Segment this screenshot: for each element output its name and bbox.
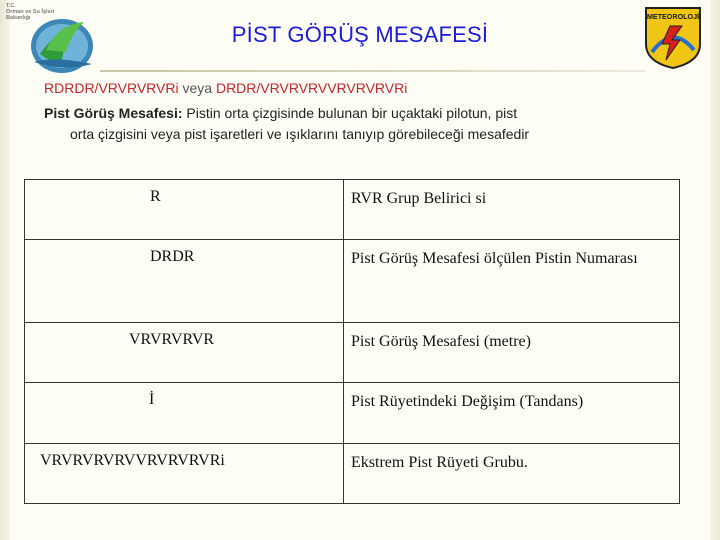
table-row: [25, 444, 680, 504]
format-code-b: DRDR/VRVRVRVVRVRVRVRi: [215, 80, 408, 96]
description-cell: Ekstrem Pist Rüyeti Grubu.: [344, 444, 680, 504]
code-table: [24, 179, 680, 504]
code-cell: [25, 383, 344, 444]
code-cell: [25, 444, 344, 504]
code-cell: [25, 323, 344, 383]
code-text: İ: [149, 391, 155, 408]
title-divider: [100, 70, 645, 72]
code-text: VRVRVRVR: [129, 331, 215, 348]
page-title: PİST GÖRÜŞ MESAFESİ: [231, 22, 489, 47]
description-cell: Pist Görüş Mesafesi ölçülen Pistin Numarası: [344, 240, 680, 323]
description-cell: RVR Grup Belirici si: [344, 180, 680, 240]
table-row: [25, 323, 680, 383]
meteorology-logo-text: METEOROLOJİ: [646, 12, 700, 21]
format-code-a: RDRDR/VRVRVRVRi: [44, 80, 179, 96]
code-text: VRVRVRVRVVRVRVRVRi: [40, 452, 225, 469]
format-conjunction: veya: [182, 80, 213, 96]
format-line: [44, 80, 407, 96]
description-cell: Pist Rüyetindeki Değişim (Tandans): [344, 383, 680, 444]
left-border-band: [0, 0, 10, 540]
code-text: R: [150, 188, 161, 205]
code-cell: [25, 180, 344, 240]
right-border-band: [710, 0, 720, 540]
table-row: [25, 240, 680, 323]
definition: [44, 103, 684, 145]
code-text: DRDR: [150, 248, 195, 265]
definition-text: Pistin orta çizgisinde bulunan bir uçaktaki pilotun, pist: [182, 105, 518, 121]
definition-term: Pist Görüş Mesafesi:: [44, 105, 183, 121]
definition-text-continued: orta çizgisini veya pist işaretleri ve ışıklarını tanıyıp görebileceği mesafedir: [70, 126, 530, 142]
ministry-line: T.C.: [6, 3, 16, 9]
ministry-name: [6, 3, 66, 22]
table-row: [25, 383, 680, 444]
description-cell: Pist Görüş Mesafesi (metre): [344, 323, 680, 383]
code-cell: [25, 240, 344, 323]
ministry-line: Orman ve Su İşleri: [6, 9, 55, 16]
ministry-line: Bakanlığı: [6, 15, 31, 22]
table-row: [25, 180, 680, 240]
